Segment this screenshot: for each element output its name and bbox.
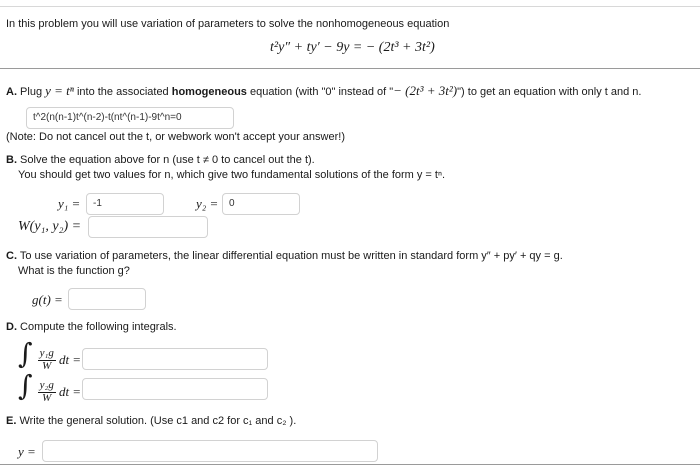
integral-2-input[interactable] <box>82 378 268 400</box>
integral-1 <box>18 337 82 372</box>
integral-1-dt: dt = <box>58 352 82 368</box>
general-solution-input[interactable] <box>42 440 378 462</box>
part-c-label: C. <box>6 250 17 262</box>
part-b-prompt <box>6 154 315 166</box>
part-a-bold: homogeneous <box>171 86 247 98</box>
part-a-text: Plug <box>17 86 46 98</box>
part-a-text-after: equation (with "0" instead of " <box>246 86 394 98</box>
wronskian-label: W(y₁, y₂) = <box>18 219 82 234</box>
part-a-prompt <box>6 83 641 99</box>
part-d-line1: Compute the following integrals. <box>17 321 177 333</box>
integral-sign-icon: ∫ <box>18 337 33 370</box>
part-a-plug: y = tⁿ <box>45 83 74 98</box>
part-b-line2: You should get two values for n, which give two fundamental solutions of the form y = tⁿ. <box>18 169 446 181</box>
part-a-text-mid: into the associated <box>73 86 172 98</box>
integral-2-denominator: W <box>42 391 52 404</box>
integral-sign-icon: ∫ <box>18 369 33 402</box>
part-a-text-end: ") to get an equation with only t and n. <box>457 86 642 98</box>
part-a-quote-expr: − (2t³ + 3t²) <box>393 83 458 98</box>
y1-label: y₁ = <box>58 196 81 211</box>
integral-2-numerator: y₂g <box>39 379 54 392</box>
part-c-line2: What is the function g? <box>18 265 130 277</box>
integral-2-fraction <box>38 380 56 404</box>
part-a-label: A. <box>6 86 17 98</box>
part-d-label: D. <box>6 321 17 333</box>
general-solution-label: y = <box>18 444 36 459</box>
part-e-label: E. <box>6 415 17 427</box>
part-b-line1: Solve the equation above for n (use t ≠ 0 to cancel out the t). <box>17 154 315 166</box>
part-a-answer-input[interactable]: t^2(n(n-1)t^(n-2)-t(nt^(n-1)-9t^n=0 <box>26 107 234 129</box>
part-c-prompt <box>6 250 563 262</box>
main-equation: t²y″ + ty′ − 9y = − (2t³ + 3t²) <box>270 40 435 55</box>
top-divider <box>0 6 700 7</box>
part-c-line1: To use variation of parameters, the linear differential equation must be written in standard form y″ + py′ + qy = g. <box>17 250 563 262</box>
integral-2 <box>18 369 82 404</box>
wronskian-input[interactable] <box>88 216 208 238</box>
section-divider <box>0 68 700 69</box>
integral-1-denominator: W <box>42 359 52 372</box>
integral-2-dt: dt = <box>58 384 82 400</box>
intro-text: In this problem you will use variation of parameters to solve the nonhomogeneous equation <box>6 18 450 30</box>
y2-input[interactable]: 0 <box>222 193 300 215</box>
g-label: g(t) = <box>32 292 63 307</box>
part-e-prompt <box>6 415 296 427</box>
y2-label: y₂ = <box>196 196 219 211</box>
g-input[interactable] <box>68 288 146 310</box>
integral-1-numerator: y₁g <box>39 347 54 360</box>
part-d-prompt <box>6 321 177 333</box>
part-a-note: (Note: Do not cancel out the t, or webwork won't accept your answer!) <box>6 131 345 143</box>
integral-1-input[interactable] <box>82 348 268 370</box>
integral-1-fraction <box>38 348 56 372</box>
bottom-divider <box>0 464 700 465</box>
part-e-line1: Write the general solution. (Use c1 and c2 for c₁ and c₂ ). <box>16 415 297 427</box>
y1-input[interactable]: -1 <box>86 193 164 215</box>
part-b-label: B. <box>6 154 17 166</box>
